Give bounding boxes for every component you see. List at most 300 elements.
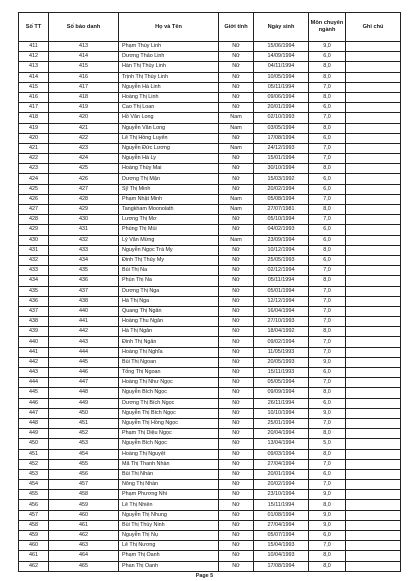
score-cell: 8,0 <box>309 327 346 337</box>
sbd-cell: 424 <box>49 154 119 164</box>
dob-cell: 10/04/1993 <box>254 551 309 561</box>
table-row <box>19 143 401 153</box>
gender-cell: Nữ <box>219 418 254 428</box>
student-table <box>18 12 401 572</box>
name-cell: Phạm Thị Diệu Ngọc <box>119 429 219 439</box>
name-cell: Tangkham Moonolath <box>119 205 219 215</box>
sbd-cell: 434 <box>49 255 119 265</box>
gender-cell: Nữ <box>219 469 254 479</box>
sbd-cell: 450 <box>49 408 119 418</box>
name-cell: Hoàng Thùy Mai <box>119 164 219 174</box>
note-cell <box>346 449 401 459</box>
score-cell: 6,0 <box>309 255 346 265</box>
dob-cell: 26/11/1994 <box>254 398 309 408</box>
sbd-cell: 428 <box>49 194 119 204</box>
dob-cell: 27/07/1981 <box>254 205 309 215</box>
dob-cell: 23/10/1994 <box>254 490 309 500</box>
stt-cell: 442 <box>19 357 49 367</box>
dob-cell: 14/09/1994 <box>254 52 309 62</box>
gender-cell: Nữ <box>219 72 254 82</box>
score-cell: 7,0 <box>309 418 346 428</box>
dob-cell: 09/09/1994 <box>254 388 309 398</box>
score-cell: 8,0 <box>309 62 346 72</box>
table-row <box>19 276 401 286</box>
name-cell: Nguyễn Bích Ngọc <box>119 439 219 449</box>
note-cell <box>346 205 401 215</box>
dob-cell: 11/05/1993 <box>254 347 309 357</box>
note-cell <box>346 164 401 174</box>
gender-cell: Nam <box>219 123 254 133</box>
name-cell: Đinh Thị Thúy My <box>119 255 219 265</box>
dob-cell: 15/11/1993 <box>254 368 309 378</box>
note-cell <box>346 500 401 510</box>
dob-cell: 20/01/1994 <box>254 103 309 113</box>
sbd-cell: 433 <box>49 245 119 255</box>
score-cell: 6,0 <box>309 368 346 378</box>
gender-cell: Nữ <box>219 398 254 408</box>
header-note: Ghi chú <box>346 13 401 42</box>
note-cell <box>346 245 401 255</box>
stt-cell: 454 <box>19 480 49 490</box>
name-cell: Dương Thị Mận <box>119 174 219 184</box>
gender-cell: Nữ <box>219 378 254 388</box>
score-cell: 8,0 <box>309 388 346 398</box>
gender-cell: Nữ <box>219 327 254 337</box>
gender-cell: Nữ <box>219 215 254 225</box>
stt-cell: 440 <box>19 337 49 347</box>
sbd-cell: 437 <box>49 286 119 296</box>
gender-cell: Nữ <box>219 92 254 102</box>
header-dob: Ngày sinh <box>254 13 309 42</box>
note-cell <box>346 194 401 204</box>
stt-cell: 458 <box>19 520 49 530</box>
dob-cell: 05/08/1994 <box>254 194 309 204</box>
table-row <box>19 184 401 194</box>
note-cell <box>346 42 401 52</box>
name-cell: Phạm Phương Nhi <box>119 490 219 500</box>
name-cell: Dương Thị Bích Ngọc <box>119 398 219 408</box>
sbd-cell: 417 <box>49 82 119 92</box>
sbd-cell: 413 <box>49 42 119 52</box>
score-cell: 6,0 <box>309 174 346 184</box>
sbd-cell: 460 <box>49 510 119 520</box>
note-cell <box>346 92 401 102</box>
gender-cell: Nam <box>219 194 254 204</box>
sbd-cell: 422 <box>49 133 119 143</box>
stt-cell: 423 <box>19 164 49 174</box>
table-row <box>19 408 401 418</box>
sbd-cell: 423 <box>49 143 119 153</box>
gender-cell: Nữ <box>219 154 254 164</box>
score-cell: 7,0 <box>309 480 346 490</box>
stt-cell: 414 <box>19 72 49 82</box>
dob-cell: 20/05/1993 <box>254 357 309 367</box>
gender-cell: Nữ <box>219 388 254 398</box>
stt-cell: 418 <box>19 113 49 123</box>
table-row <box>19 266 401 276</box>
table-row <box>19 490 401 500</box>
note-cell <box>346 113 401 123</box>
table-row <box>19 531 401 541</box>
table-row <box>19 194 401 204</box>
gender-cell: Nữ <box>219 266 254 276</box>
sbd-cell: 453 <box>49 439 119 449</box>
note-cell <box>346 490 401 500</box>
sbd-cell: 419 <box>49 103 119 113</box>
sbd-cell: 452 <box>49 429 119 439</box>
dob-cell: 18/04/1992 <box>254 327 309 337</box>
table-row <box>19 133 401 143</box>
stt-cell: 446 <box>19 398 49 408</box>
name-cell: Nguyễn Thị Bích Ngọc <box>119 408 219 418</box>
table-row <box>19 398 401 408</box>
name-cell: Trịnh Thị Thùy Linh <box>119 72 219 82</box>
note-cell <box>346 551 401 561</box>
sbd-cell: 430 <box>49 215 119 225</box>
table-row <box>19 225 401 235</box>
table-header <box>19 13 401 42</box>
stt-cell: 439 <box>19 327 49 337</box>
score-cell: 6,0 <box>309 398 346 408</box>
gender-cell: Nữ <box>219 133 254 143</box>
stt-cell: 443 <box>19 368 49 378</box>
table-row <box>19 449 401 459</box>
stt-cell: 432 <box>19 255 49 265</box>
stt-cell: 429 <box>19 225 49 235</box>
name-cell: Lương Thị Mơ <box>119 215 219 225</box>
stt-cell: 416 <box>19 92 49 102</box>
dob-cell: 30/10/1994 <box>254 164 309 174</box>
score-cell: 7,0 <box>309 296 346 306</box>
sbd-cell: 421 <box>49 123 119 133</box>
stt-cell: 451 <box>19 449 49 459</box>
gender-cell: Nữ <box>219 429 254 439</box>
dob-cell: 05/10/1994 <box>254 215 309 225</box>
header-gender: Giới tính <box>219 13 254 42</box>
gender-cell: Nữ <box>219 551 254 561</box>
score-cell: 6,0 <box>309 531 346 541</box>
dob-cell: 25/05/1993 <box>254 255 309 265</box>
sbd-cell: 464 <box>49 551 119 561</box>
dob-cell: 02/10/1993 <box>254 113 309 123</box>
gender-cell: Nữ <box>219 164 254 174</box>
score-cell: 7,0 <box>309 215 346 225</box>
score-cell: 7,0 <box>309 82 346 92</box>
header-score: Môn chuyên ngành <box>309 13 346 42</box>
stt-cell: 426 <box>19 194 49 204</box>
dob-cell: 15/03/1992 <box>254 174 309 184</box>
table-row <box>19 347 401 357</box>
dob-cell: 17/08/1994 <box>254 561 309 571</box>
table-row <box>19 174 401 184</box>
sbd-cell: 416 <box>49 72 119 82</box>
gender-cell: Nữ <box>219 480 254 490</box>
score-cell: 8,0 <box>309 449 346 459</box>
sbd-cell: 458 <box>49 490 119 500</box>
sbd-cell: 426 <box>49 174 119 184</box>
table-row <box>19 164 401 174</box>
note-cell <box>346 480 401 490</box>
stt-cell: 441 <box>19 347 49 357</box>
dob-cell: 16/04/1994 <box>254 306 309 316</box>
score-cell: 7,0 <box>309 154 346 164</box>
score-cell: 8,0 <box>309 561 346 571</box>
table-row <box>19 418 401 428</box>
table-row <box>19 429 401 439</box>
dob-cell: 05/11/1994 <box>254 82 309 92</box>
stt-cell: 435 <box>19 286 49 296</box>
sbd-cell: 414 <box>49 52 119 62</box>
dob-cell: 09/06/1994 <box>254 92 309 102</box>
score-cell: 8,0 <box>309 205 346 215</box>
score-cell: 7,0 <box>309 266 346 276</box>
stt-cell: 461 <box>19 551 49 561</box>
dob-cell: 23/09/1994 <box>254 235 309 245</box>
dob-cell: 25/01/1994 <box>254 418 309 428</box>
gender-cell: Nữ <box>219 296 254 306</box>
dob-cell: 05/01/1994 <box>254 286 309 296</box>
gender-cell: Nữ <box>219 357 254 367</box>
gender-cell: Nữ <box>219 337 254 347</box>
note-cell <box>346 276 401 286</box>
sbd-cell: 440 <box>49 306 119 316</box>
sbd-cell: 444 <box>49 347 119 357</box>
dob-cell: 03/05/1994 <box>254 123 309 133</box>
score-cell: 7,0 <box>309 337 346 347</box>
student-list-sheet <box>18 12 400 572</box>
note-cell <box>346 531 401 541</box>
note-cell <box>346 388 401 398</box>
table-row <box>19 541 401 551</box>
table-row <box>19 72 401 82</box>
table-row <box>19 52 401 62</box>
table-row <box>19 245 401 255</box>
stt-cell: 417 <box>19 103 49 113</box>
page-footer: Page 5 <box>195 573 214 579</box>
name-cell: Dương Thị Nga <box>119 286 219 296</box>
score-cell: 8,0 <box>309 123 346 133</box>
sbd-cell: 418 <box>49 92 119 102</box>
note-cell <box>346 510 401 520</box>
note-cell <box>346 317 401 327</box>
sbd-cell: 449 <box>49 398 119 408</box>
gender-cell: Nữ <box>219 184 254 194</box>
note-cell <box>346 154 401 164</box>
table-row <box>19 296 401 306</box>
table-row <box>19 510 401 520</box>
note-cell <box>346 520 401 530</box>
score-cell: 8,0 <box>309 92 346 102</box>
name-cell: Hoàng Thu Ngân <box>119 317 219 327</box>
gender-cell: Nữ <box>219 500 254 510</box>
gender-cell: Nữ <box>219 520 254 530</box>
gender-cell: Nữ <box>219 245 254 255</box>
stt-cell: 422 <box>19 154 49 164</box>
table-row <box>19 459 401 469</box>
name-cell: Nguyễn Đức Lương <box>119 143 219 153</box>
gender-cell: Nữ <box>219 174 254 184</box>
score-cell: 7,0 <box>309 286 346 296</box>
table-row <box>19 378 401 388</box>
name-cell: Bùi Thị Thùy Ninh <box>119 520 219 530</box>
stt-cell: 421 <box>19 143 49 153</box>
note-cell <box>346 459 401 469</box>
note-cell <box>346 72 401 82</box>
sbd-cell: 454 <box>49 449 119 459</box>
sbd-cell: 431 <box>49 225 119 235</box>
gender-cell: Nữ <box>219 510 254 520</box>
sbd-cell: 432 <box>49 235 119 245</box>
score-cell: 7,0 <box>309 347 346 357</box>
dob-cell: 10/12/1994 <box>254 245 309 255</box>
stt-cell: 427 <box>19 205 49 215</box>
stt-cell: 420 <box>19 133 49 143</box>
name-cell: Nguyễn Ngọc Trà My <box>119 245 219 255</box>
dob-cell: 04/02/1993 <box>254 225 309 235</box>
note-cell <box>346 62 401 72</box>
table-row <box>19 388 401 398</box>
stt-cell: 415 <box>19 82 49 92</box>
score-cell: 6,0 <box>309 225 346 235</box>
gender-cell: Nữ <box>219 439 254 449</box>
dob-cell: 05/05/1994 <box>254 378 309 388</box>
score-cell: 7,0 <box>309 459 346 469</box>
dob-cell: 02/12/1994 <box>254 266 309 276</box>
score-cell: 9,0 <box>309 357 346 367</box>
note-cell <box>346 174 401 184</box>
name-cell: Hàn Thị Thùy Linh <box>119 62 219 72</box>
gender-cell: Nữ <box>219 368 254 378</box>
name-cell: Mã Thị Thanh Nhàn <box>119 459 219 469</box>
header-stt: Số TT <box>19 13 49 42</box>
name-cell: Phùn Thị Na <box>119 276 219 286</box>
table-row <box>19 368 401 378</box>
dob-cell: 04/11/1994 <box>254 62 309 72</box>
stt-cell: 460 <box>19 541 49 551</box>
score-cell: 6,0 <box>309 133 346 143</box>
dob-cell: 20/02/1994 <box>254 184 309 194</box>
note-cell <box>346 225 401 235</box>
dob-cell: 27/04/1994 <box>254 459 309 469</box>
dob-cell: 05/11/1994 <box>254 276 309 286</box>
sbd-cell: 441 <box>49 317 119 327</box>
name-cell: Tống Thị Ngoan <box>119 368 219 378</box>
name-cell: Lê Thị Nhiên <box>119 500 219 510</box>
dob-cell: 13/04/1994 <box>254 439 309 449</box>
gender-cell: Nam <box>219 235 254 245</box>
score-cell: 7,0 <box>309 306 346 316</box>
note-cell <box>346 429 401 439</box>
stt-cell: 452 <box>19 459 49 469</box>
table-row <box>19 469 401 479</box>
table-row <box>19 286 401 296</box>
table-row <box>19 480 401 490</box>
sbd-cell: 420 <box>49 113 119 123</box>
score-cell: 8,0 <box>309 429 346 439</box>
note-cell <box>346 368 401 378</box>
name-cell: Đinh Thị Ngân <box>119 337 219 347</box>
name-cell: Hoàng Thị Linh <box>119 92 219 102</box>
dob-cell: 24/12/1993 <box>254 143 309 153</box>
table-row <box>19 113 401 123</box>
note-cell <box>346 408 401 418</box>
score-cell: 6,0 <box>309 184 346 194</box>
table-row <box>19 62 401 72</box>
name-cell: Hoàng Thị Như Ngọc <box>119 378 219 388</box>
gender-cell: Nữ <box>219 52 254 62</box>
note-cell <box>346 296 401 306</box>
stt-cell: 430 <box>19 235 49 245</box>
sbd-cell: 446 <box>49 368 119 378</box>
gender-cell: Nữ <box>219 82 254 92</box>
stt-cell: 438 <box>19 317 49 327</box>
note-cell <box>346 255 401 265</box>
gender-cell: Nữ <box>219 561 254 571</box>
stt-cell: 433 <box>19 266 49 276</box>
stt-cell: 411 <box>19 42 49 52</box>
score-cell: 9,0 <box>309 408 346 418</box>
stt-cell: 431 <box>19 245 49 255</box>
name-cell: Hà Thị Ngân <box>119 327 219 337</box>
dob-cell: 09/02/1994 <box>254 337 309 347</box>
sbd-cell: 442 <box>49 327 119 337</box>
stt-cell: 436 <box>19 296 49 306</box>
score-cell: 5,0 <box>309 439 346 449</box>
gender-cell: Nam <box>219 205 254 215</box>
note-cell <box>346 103 401 113</box>
name-cell: Nguyễn Bích Ngọc <box>119 388 219 398</box>
note-cell <box>346 337 401 347</box>
gender-cell: Nữ <box>219 286 254 296</box>
table-row <box>19 520 401 530</box>
table-row <box>19 42 401 52</box>
score-cell: 6,0 <box>309 469 346 479</box>
stt-cell: 434 <box>19 276 49 286</box>
name-cell: Nguyễn Hà Linh <box>119 82 219 92</box>
gender-cell: Nữ <box>219 306 254 316</box>
stt-cell: 453 <box>19 469 49 479</box>
sbd-cell: 448 <box>49 388 119 398</box>
stt-cell: 449 <box>19 429 49 439</box>
note-cell <box>346 541 401 551</box>
sbd-cell: 435 <box>49 266 119 276</box>
note-cell <box>346 418 401 428</box>
note-cell <box>346 215 401 225</box>
dob-cell: 10/05/1994 <box>254 72 309 82</box>
table-row <box>19 337 401 347</box>
table-row <box>19 500 401 510</box>
name-cell: Cao Thị Loan <box>119 103 219 113</box>
note-cell <box>346 439 401 449</box>
name-cell: Nguyễn Thị Nụ <box>119 531 219 541</box>
stt-cell: 413 <box>19 62 49 72</box>
dob-cell: 27/04/1994 <box>254 520 309 530</box>
dob-cell: 05/07/1994 <box>254 531 309 541</box>
name-cell: Hoàng Thị Nghĩa <box>119 347 219 357</box>
score-cell: 9,0 <box>309 490 346 500</box>
name-cell: Nông Thị Nhàn <box>119 480 219 490</box>
score-cell: 9,0 <box>309 520 346 530</box>
table-row <box>19 215 401 225</box>
sbd-cell: 459 <box>49 500 119 510</box>
score-cell: 7,0 <box>309 143 346 153</box>
note-cell <box>346 235 401 245</box>
score-cell: 6,0 <box>309 52 346 62</box>
stt-cell: 424 <box>19 174 49 184</box>
table-row <box>19 439 401 449</box>
sbd-cell: 462 <box>49 531 119 541</box>
score-cell: 7,0 <box>309 317 346 327</box>
